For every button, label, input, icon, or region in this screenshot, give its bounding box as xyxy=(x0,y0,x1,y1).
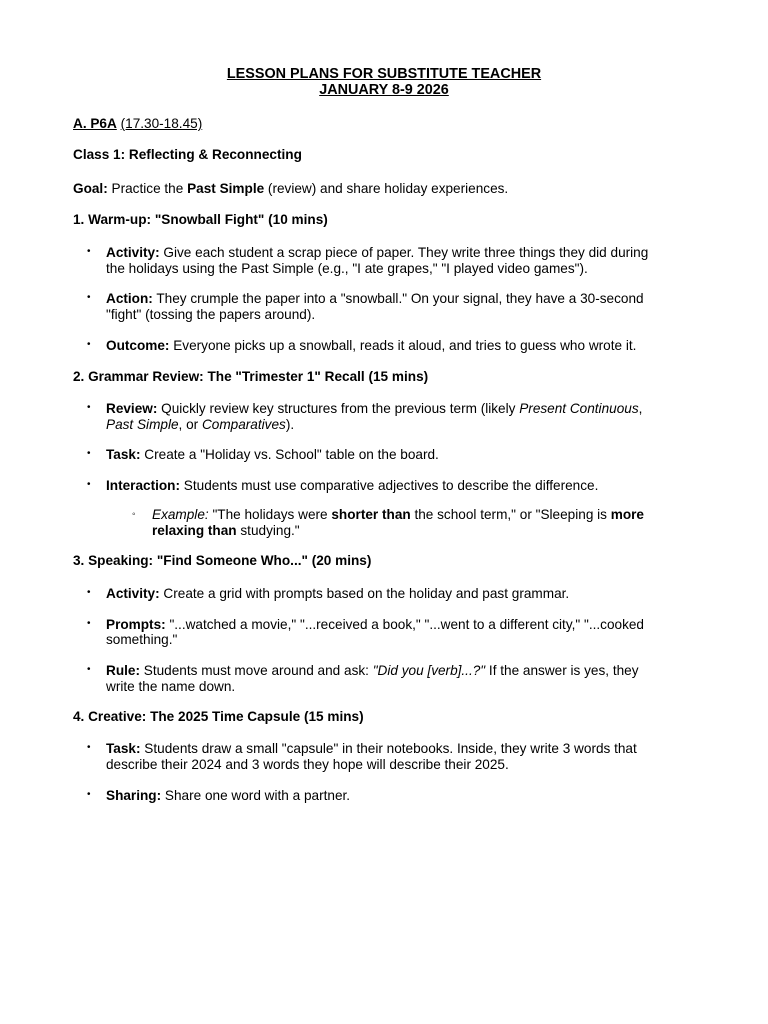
bullet-icon: • xyxy=(87,618,91,629)
sub-list-item-continuation: relaxing than studying." xyxy=(152,523,300,538)
list-item: Activity: Give each student a scrap piece of paper. They write three things they did during xyxy=(106,245,649,260)
list-item: Activity: Create a grid with prompts based on the holiday and past grammar. xyxy=(106,586,570,601)
grammar-heading: 2. Grammar Review: The "Trimester 1" Recall (15 mins) xyxy=(73,369,429,384)
bullet-icon: • xyxy=(87,402,91,413)
bullet-icon: • xyxy=(87,587,91,598)
class-heading: Class 1: Reflecting & Reconnecting xyxy=(73,147,302,162)
warmup-heading: 1. Warm-up: "Snowball Fight" (10 mins) xyxy=(73,212,328,227)
list-item-continuation: the holidays using the Past Simple (e.g., "I ate grapes," "I played video games"). xyxy=(106,261,588,276)
list-item: Task: Students draw a small "capsule" in their notebooks. Inside, they write 3 words that xyxy=(106,741,637,756)
list-item: Sharing: Share one word with a partner. xyxy=(106,788,351,803)
list-item: Action: They crumple the paper into a "snowball." On your signal, they have a 30-second xyxy=(106,291,644,306)
document-date: JANUARY 8-9 2026 xyxy=(319,82,449,98)
list-item-continuation: something." xyxy=(106,632,178,647)
list-item-continuation: describe their 2024 and 3 words they hope will describe their 2025. xyxy=(106,757,509,772)
list-item: Prompts: "...watched a movie," "...received a book," "...went to a different city," "...cooked xyxy=(106,617,644,632)
bullet-icon: • xyxy=(87,339,91,350)
section-time: (17.30-18.45) xyxy=(120,116,203,131)
sub-bullet-icon: ◦ xyxy=(132,509,136,520)
list-item-continuation: "fight" (tossing the papers around). xyxy=(106,307,316,322)
bullet-icon: • xyxy=(87,479,91,490)
bullet-icon: • xyxy=(87,742,91,753)
section-heading xyxy=(73,116,202,132)
creative-heading: 4. Creative: The 2025 Time Capsule (15 mins) xyxy=(73,709,364,724)
goal-line: Goal: Practice the Past Simple (review) and share holiday experiences. xyxy=(73,181,509,196)
list-item: Interaction: Students must use comparative adjectives to describe the difference. xyxy=(106,478,599,493)
list-item: Review: Quickly review key structures from the previous term (likely Present Continuous, xyxy=(106,401,643,416)
list-item: Task: Create a "Holiday vs. School" table on the board. xyxy=(106,447,439,462)
bullet-icon: • xyxy=(87,292,91,303)
document-title: LESSON PLANS FOR SUBSTITUTE TEACHER xyxy=(226,66,542,82)
sub-list-item: Example: "The holidays were shorter than the school term," or "Sleeping is more xyxy=(152,507,644,522)
bullet-icon: • xyxy=(87,664,91,675)
section-label: A. P6A xyxy=(73,116,117,131)
list-item-continuation: Past Simple, or Comparatives). xyxy=(106,417,295,432)
bullet-icon: • xyxy=(87,789,91,800)
list-item: Rule: Students must move around and ask: "Did you [verb]...?" If the answer is yes, they xyxy=(106,663,639,678)
speaking-heading: 3. Speaking: "Find Someone Who..." (20 mins) xyxy=(73,553,372,568)
list-item-continuation: write the name down. xyxy=(106,679,236,694)
list-item: Outcome: Everyone picks up a snowball, reads it aloud, and tries to guess who wrote it. xyxy=(106,338,637,353)
bullet-icon: • xyxy=(87,448,91,459)
bullet-icon: • xyxy=(87,246,91,257)
